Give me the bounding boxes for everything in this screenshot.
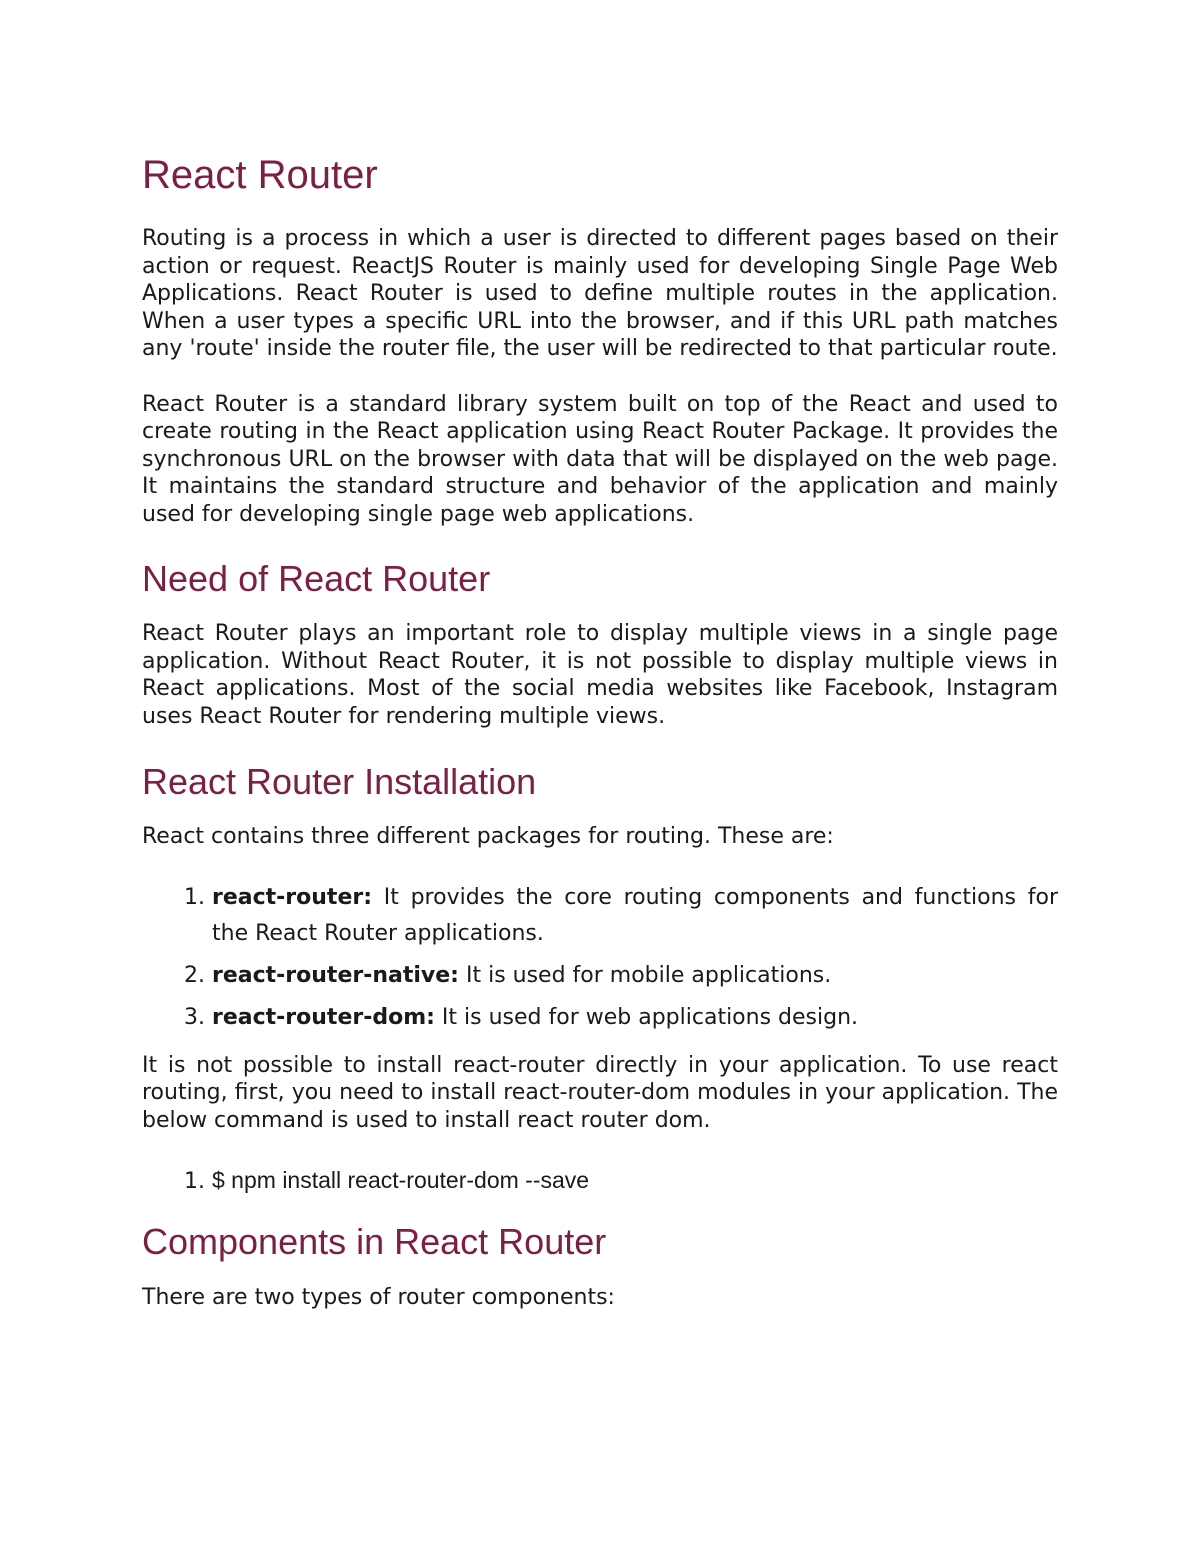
package-description: It provides the core routing components and functions for the React Router applications. bbox=[212, 884, 1058, 946]
page-title: React Router bbox=[142, 153, 378, 197]
section-heading-need: Need of React Router bbox=[142, 558, 491, 599]
list-item bbox=[212, 958, 1058, 994]
intro-paragraph-1: Routing is a process in which a user is directed to different pages based on their action or request. ReactJS Router is mainly used for developing Single Page Web Applications. React Router is used to define multiple routes in the application. When a user types a specific URL into the browser, and if this URL path matches any 'route' inside the router file, the user will be redirected to that particular route. bbox=[142, 226, 1058, 361]
list-item bbox=[212, 1000, 1058, 1036]
installation-paragraph-2: It is not possible to install react-router directly in your application. To use react routing, first, you need to install react-router-dom modules in your application. The below command is used to install react router dom. bbox=[142, 1052, 1058, 1133]
package-list bbox=[142, 880, 1058, 1036]
need-paragraph: React Router plays an important role to display multiple views in a single page application. Without React Router, it is not possible to display multiple views in React applications. Most of the social media websites like Facebook, Instagram uses React Router for rendering multiple views. bbox=[142, 621, 1058, 729]
intro-paragraph-2: React Router is a standard library system built on top of the React and used to create routing in the React application using React Router Package. It provides the synchronous URL on the browser with data that will be displayed on the web page. It maintains the standard structure and behavior of the application and mainly used for developing single page web applications. bbox=[142, 391, 1058, 527]
package-description: It is used for web applications design. bbox=[434, 1004, 859, 1030]
list-item bbox=[212, 1162, 1058, 1200]
section-heading-installation: React Router Installation bbox=[142, 761, 537, 802]
package-label: react-router-native: bbox=[212, 962, 459, 988]
package-label: react-router: bbox=[212, 884, 373, 910]
section-heading-components: Components in React Router bbox=[142, 1221, 607, 1262]
package-label: react-router-dom: bbox=[212, 1004, 435, 1030]
list-item bbox=[212, 880, 1058, 952]
command-list bbox=[142, 1162, 1058, 1200]
components-paragraph: There are two types of router components: bbox=[142, 1285, 615, 1310]
package-description: It is used for mobile applications. bbox=[458, 962, 832, 988]
document-page bbox=[142, 150, 1058, 1312]
install-command: $ npm install react-router-dom --save bbox=[212, 1167, 590, 1193]
installation-intro: React contains three different packages for routing. These are: bbox=[142, 824, 834, 849]
